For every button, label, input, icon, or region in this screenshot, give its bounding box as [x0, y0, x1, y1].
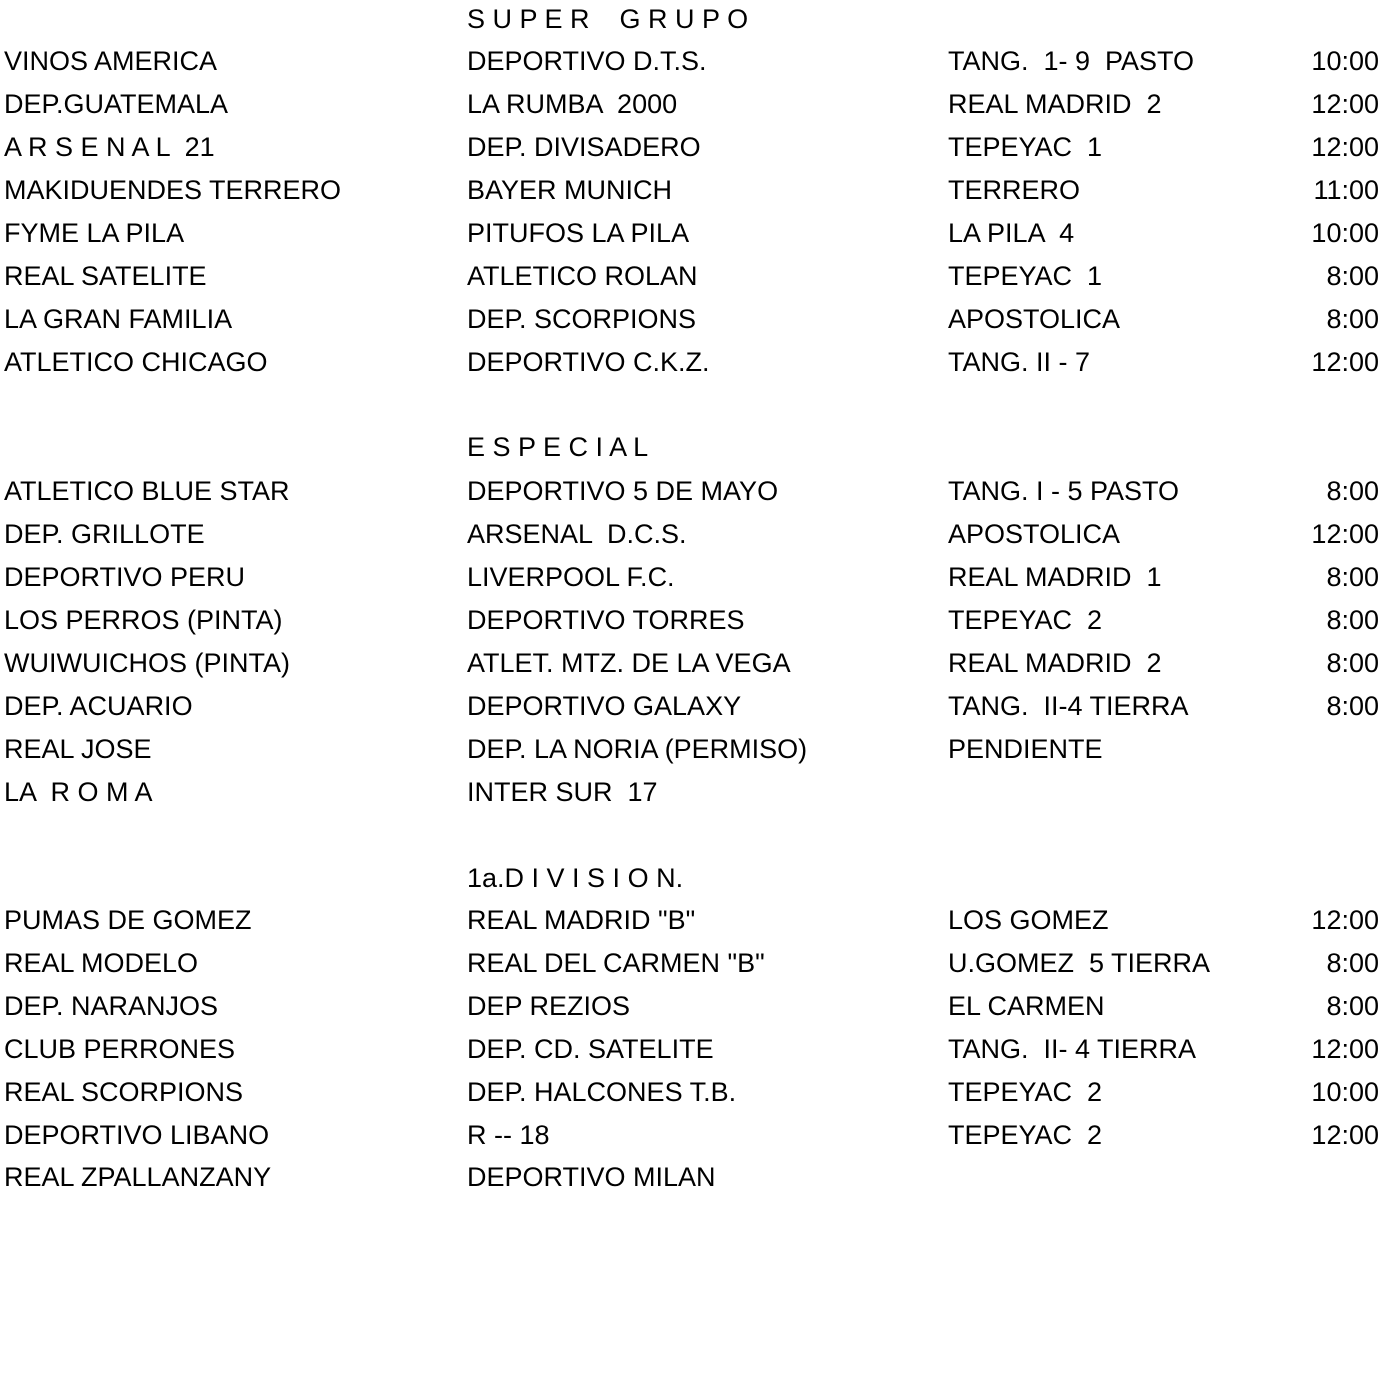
section-title-super-grupo: S U P E R G R U P O	[467, 4, 749, 34]
venue: TEPEYAC 1	[948, 261, 1103, 291]
away-team: R -- 18	[467, 1120, 550, 1150]
venue: REAL MADRID 1	[948, 562, 1162, 592]
venue: TANG. I - 5 PASTO	[948, 476, 1180, 506]
match-time: 12:00	[1311, 89, 1379, 119]
home-team: DEP. ACUARIO	[4, 691, 193, 721]
home-team: REAL MODELO	[4, 948, 199, 978]
home-team: FYME LA PILA	[4, 218, 185, 248]
venue: TERRERO	[948, 175, 1081, 205]
match-row	[0, 900, 1387, 940]
away-team: ATLET. MTZ. DE LA VEGA	[467, 648, 791, 678]
match-time: 10:00	[1311, 1077, 1379, 1107]
home-team: REAL JOSE	[4, 734, 152, 764]
away-team: LA RUMBA 2000	[467, 89, 678, 119]
match-time: 8:00	[1326, 648, 1379, 678]
venue: TEPEYAC 2	[948, 1077, 1103, 1107]
match-row	[0, 514, 1387, 554]
home-team: DEP. NARANJOS	[4, 991, 219, 1021]
away-team: ARSENAL D.C.S.	[467, 519, 687, 549]
away-team: REAL DEL CARMEN "B"	[467, 948, 765, 978]
away-team: DEPORTIVO TORRES	[467, 605, 745, 635]
away-team: DEPORTIVO GALAXY	[467, 691, 742, 721]
venue: LOS GOMEZ	[948, 905, 1109, 935]
home-team: REAL ZPALLANZANY	[4, 1162, 272, 1192]
match-row	[0, 643, 1387, 683]
venue: APOSTOLICA	[948, 519, 1121, 549]
home-team: VINOS AMERICA	[4, 46, 218, 76]
match-row	[0, 557, 1387, 597]
match-time: 10:00	[1311, 218, 1379, 248]
away-team: DEPORTIVO C.K.Z.	[467, 347, 710, 377]
home-team: DEP.GUATEMALA	[4, 89, 229, 119]
match-row	[0, 986, 1387, 1026]
venue: TANG. II-4 TIERRA	[948, 691, 1189, 721]
match-row	[0, 170, 1387, 210]
match-time: 11:00	[1313, 175, 1379, 205]
away-team: INTER SUR 17	[467, 777, 658, 807]
venue: REAL MADRID 2	[948, 648, 1162, 678]
match-row	[0, 686, 1387, 726]
match-time: 12:00	[1311, 519, 1379, 549]
home-team: LA R O M A	[4, 777, 153, 807]
venue: TEPEYAC 2	[948, 605, 1103, 635]
away-team: DEP. DIVISADERO	[467, 132, 701, 162]
home-team: DEPORTIVO PERU	[4, 562, 246, 592]
match-row	[0, 342, 1387, 382]
home-team: REAL SCORPIONS	[4, 1077, 244, 1107]
venue: REAL MADRID 2	[948, 89, 1162, 119]
venue: PENDIENTE	[948, 734, 1103, 764]
venue: APOSTOLICA	[948, 304, 1121, 334]
match-row	[0, 729, 1387, 769]
home-team: ATLETICO CHICAGO	[4, 347, 268, 377]
away-team: DEP. LA NORIA (PERMISO)	[467, 734, 808, 764]
match-row	[0, 471, 1387, 511]
match-row	[0, 1029, 1387, 1069]
away-team: DEPORTIVO D.T.S.	[467, 46, 707, 76]
away-team: REAL MADRID "B"	[467, 905, 696, 935]
section-title-primera-division: 1a.D I V I S I O N.	[467, 863, 684, 893]
match-row	[0, 943, 1387, 983]
match-row	[0, 1157, 1387, 1197]
venue: TANG. II - 7	[948, 347, 1091, 377]
venue: EL CARMEN	[948, 991, 1105, 1021]
home-team: DEP. GRILLOTE	[4, 519, 205, 549]
match-time: 8:00	[1326, 691, 1379, 721]
away-team: DEP. SCORPIONS	[467, 304, 697, 334]
match-row	[0, 213, 1387, 253]
match-row	[0, 41, 1387, 81]
venue: TANG. 1- 9 PASTO	[948, 46, 1195, 76]
match-time: 8:00	[1326, 476, 1379, 506]
match-row	[0, 299, 1387, 339]
match-row	[0, 1072, 1387, 1112]
match-row	[0, 84, 1387, 124]
match-row	[0, 772, 1387, 812]
away-team: DEPORTIVO MILAN	[467, 1162, 716, 1192]
home-team: ATLETICO BLUE STAR	[4, 476, 290, 506]
venue: LA PILA 4	[948, 218, 1075, 248]
match-time: 8:00	[1326, 304, 1379, 334]
venue: TEPEYAC 2	[948, 1120, 1103, 1150]
match-time: 12:00	[1311, 347, 1379, 377]
match-time: 8:00	[1326, 605, 1379, 635]
venue: U.GOMEZ 5 TIERRA	[948, 948, 1211, 978]
venue: TANG. II- 4 TIERRA	[948, 1034, 1197, 1064]
away-team: LIVERPOOL F.C.	[467, 562, 675, 592]
match-row	[0, 127, 1387, 167]
home-team: PUMAS DE GOMEZ	[4, 905, 252, 935]
away-team: PITUFOS LA PILA	[467, 218, 690, 248]
match-time: 12:00	[1311, 1034, 1379, 1064]
home-team: LOS PERROS (PINTA)	[4, 605, 283, 635]
match-time: 12:00	[1311, 905, 1379, 935]
home-team: LA GRAN FAMILIA	[4, 304, 233, 334]
match-time: 8:00	[1326, 948, 1379, 978]
section-title-especial: E S P E C I A L	[467, 432, 649, 462]
away-team: DEP. HALCONES T.B.	[467, 1077, 737, 1107]
home-team: DEPORTIVO LIBANO	[4, 1120, 270, 1150]
match-row	[0, 1115, 1387, 1155]
home-team: A R S E N A L 21	[4, 132, 215, 162]
home-team: REAL SATELITE	[4, 261, 207, 291]
match-time: 10:00	[1311, 46, 1379, 76]
match-time: 12:00	[1311, 1120, 1379, 1150]
away-team: DEPORTIVO 5 DE MAYO	[467, 476, 779, 506]
match-time: 8:00	[1326, 991, 1379, 1021]
home-team: WUIWUICHOS (PINTA)	[4, 648, 290, 678]
home-team: CLUB PERRONES	[4, 1034, 236, 1064]
match-row	[0, 256, 1387, 296]
away-team: DEP. CD. SATELITE	[467, 1034, 714, 1064]
home-team: MAKIDUENDES TERRERO	[4, 175, 342, 205]
match-time: 8:00	[1326, 261, 1379, 291]
venue: TEPEYAC 1	[948, 132, 1103, 162]
away-team: BAYER MUNICH	[467, 175, 673, 205]
match-row	[0, 600, 1387, 640]
away-team: DEP REZIOS	[467, 991, 631, 1021]
match-time: 12:00	[1311, 132, 1379, 162]
away-team: ATLETICO ROLAN	[467, 261, 698, 291]
match-time: 8:00	[1326, 562, 1379, 592]
